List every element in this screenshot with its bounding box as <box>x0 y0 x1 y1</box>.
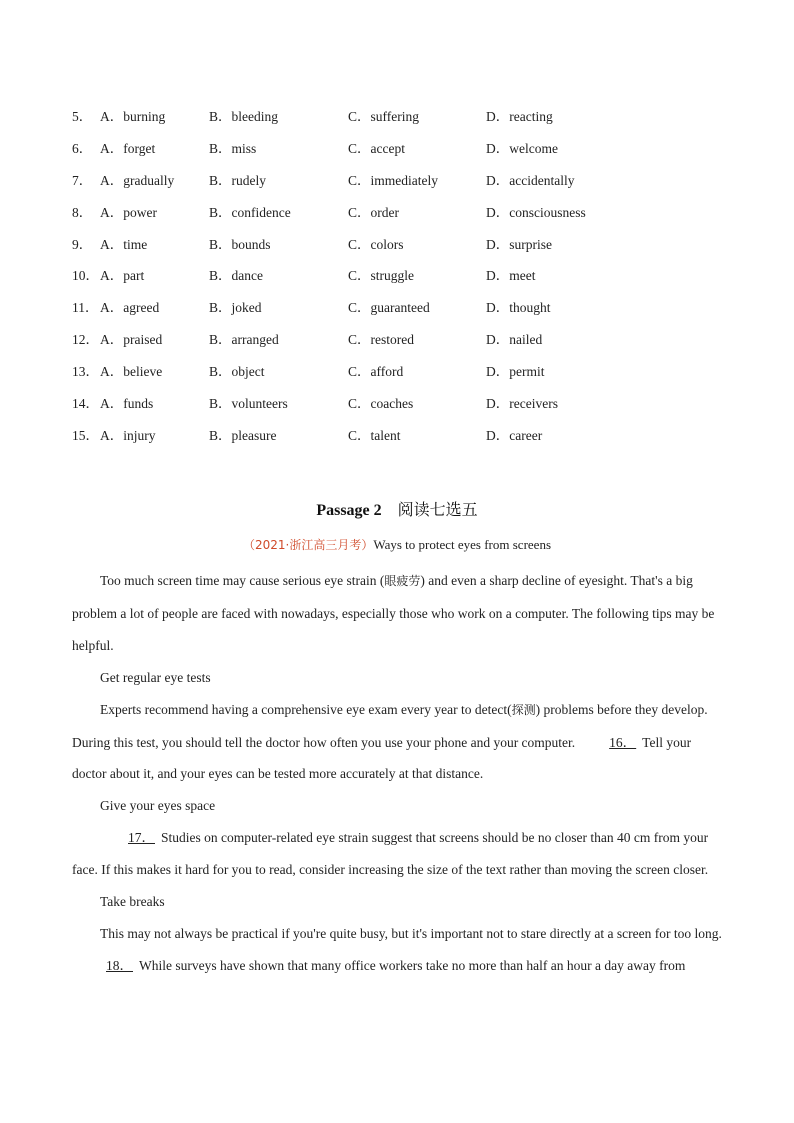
option-c: C．struggle <box>348 268 414 284</box>
paragraph-text: ) problems before they develop. During this test, you should tell the doctor how often you use your phone and your computer. <box>72 701 708 750</box>
question-number: 9． <box>72 236 93 252</box>
option-a: A．part <box>100 268 145 284</box>
option-d: D．accidentally <box>486 172 575 188</box>
option-d: D．surprise <box>486 236 552 252</box>
section-heading: Give your eyes space <box>100 798 216 814</box>
paragraph-text-cn: 眼疲劳 <box>384 574 421 588</box>
option-b: B．rudely <box>209 172 266 188</box>
question-row <box>72 258 732 290</box>
paragraph-text: While surveys have shown that many office workers take no more than half an hour a day away from <box>139 957 686 973</box>
option-c: C．immediately <box>348 172 438 188</box>
question-number: 10． <box>72 268 99 284</box>
option-b: B．joked <box>209 300 262 316</box>
option-c: C．restored <box>348 332 414 348</box>
paragraph-text-cn: 探测 <box>511 702 536 717</box>
option-a: A．power <box>100 204 157 220</box>
section-heading: Get regular eye tests <box>100 669 211 685</box>
paragraph-text: Experts recommend having a comprehensive eye exam every year to detect( <box>100 701 512 717</box>
option-a: A．praised <box>100 332 163 348</box>
question-number: 5． <box>72 108 93 124</box>
option-c: C．colors <box>348 236 404 252</box>
question-number: 8． <box>72 204 93 220</box>
option-d: D．meet <box>486 268 536 284</box>
paragraph-text: Too much screen time may cause serious eye strain ( <box>100 573 385 588</box>
option-a: A．injury <box>100 427 156 443</box>
option-a: A．agreed <box>100 300 160 316</box>
question-row <box>72 163 732 195</box>
option-d: D．reacting <box>486 108 553 124</box>
option-d: D．consciousness <box>486 204 586 220</box>
option-a: A．funds <box>100 395 154 411</box>
paragraph <box>72 565 724 662</box>
option-b: B．bleeding <box>209 108 278 124</box>
question-row <box>72 386 732 418</box>
option-a: A．forget <box>100 140 156 156</box>
question-row <box>72 418 732 450</box>
answer-blank-17: 17． <box>128 830 155 846</box>
paragraph-text: Tell your doctor about it, and your eyes can be tested more accurately at that distance. <box>72 734 692 782</box>
question-row <box>72 195 732 227</box>
option-d: D．permit <box>486 364 545 380</box>
question-number: 6． <box>72 140 93 156</box>
option-b: B．volunteers <box>209 395 288 411</box>
paragraph <box>72 918 724 982</box>
option-c: C．suffering <box>348 108 419 124</box>
option-b: B．bounds <box>209 236 271 252</box>
question-number: 14． <box>72 395 99 411</box>
paragraph-text: This may not always be practical if you're quite busy, but it's important not to stare directly at a screen for too long. <box>100 925 722 941</box>
passage-title <box>0 497 794 520</box>
option-a: A．believe <box>100 364 163 380</box>
passage-body <box>72 565 724 982</box>
paragraph <box>72 694 724 791</box>
question-number: 12． <box>72 332 99 348</box>
option-a: A．burning <box>100 108 166 124</box>
option-a: A．time <box>100 236 148 252</box>
question-number: 11． <box>72 300 99 316</box>
question-number: 7． <box>72 172 93 188</box>
question-number: 13． <box>72 364 99 380</box>
passage-title-en: Passage 2 <box>316 502 382 519</box>
option-a: A．gradually <box>100 172 175 188</box>
option-c: C．talent <box>348 427 401 443</box>
option-b: B．pleasure <box>209 427 277 443</box>
option-b: B．confidence <box>209 204 291 220</box>
option-d: D．nailed <box>486 332 543 348</box>
paragraph <box>72 822 724 886</box>
option-d: D．thought <box>486 300 551 316</box>
option-c: C．coaches <box>348 395 414 411</box>
section-heading: Take breaks <box>100 894 165 910</box>
question-row <box>72 322 732 354</box>
question-row <box>72 227 732 259</box>
option-c: C．afford <box>348 364 404 380</box>
answer-blank-16: 16． <box>609 734 637 750</box>
options-table <box>72 99 732 450</box>
question-row <box>72 354 732 386</box>
question-row <box>72 99 732 131</box>
option-d: D．welcome <box>486 140 558 156</box>
passage-source-cn: （2021·浙江高三月考） <box>243 538 374 552</box>
question-row <box>72 131 732 163</box>
passage-source-en: Ways to protect eyes from screens <box>373 537 551 552</box>
paragraph-text: Studies on computer-related eye strain suggest that screens should be no closer than 40 cm from your face. If this makes it hard for you to read, consider increasing the size of the text rather than moving the screen closer. <box>72 830 709 878</box>
option-c: C．order <box>348 204 399 220</box>
question-row <box>72 290 732 322</box>
answer-blank-18: 18． <box>106 957 133 973</box>
option-b: B．arranged <box>209 332 279 348</box>
paragraph-text: ) and even a sharp decline of eyesight. That's a big problem a lot of people are faced with nowadays, especially those who work on a computer. The following tips may be helpful. <box>72 573 715 653</box>
passage-source <box>0 536 794 553</box>
option-d: D．receivers <box>486 395 558 411</box>
option-b: B．miss <box>209 140 257 156</box>
option-c: C．guaranteed <box>348 300 430 316</box>
option-b: B．dance <box>209 268 263 284</box>
option-c: C．accept <box>348 140 405 156</box>
option-b: B．object <box>209 364 265 380</box>
option-d: D．career <box>486 427 543 443</box>
passage-title-cn: 阅读七选五 <box>397 500 478 519</box>
question-number: 15． <box>72 427 99 443</box>
